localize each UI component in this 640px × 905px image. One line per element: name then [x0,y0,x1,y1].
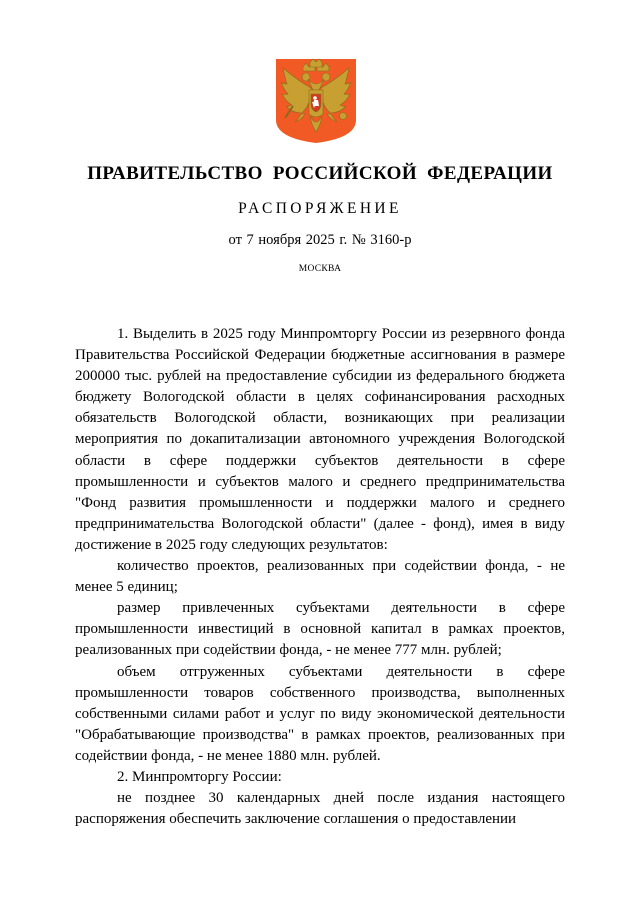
paragraph: объем отгруженных субъектами деятельности в сфере промышленности товаров собственного производства, выполненных собственными силами работ и услуг по виду экономической деятельности "Обрабатывающие производства" в рамках проектов, реализованных при содействии фонда, - не менее 1880 млн. рублей. [75,663,565,764]
government-title: ПРАВИТЕЛЬСТВО РОССИЙСКОЙ ФЕДЕРАЦИИ [87,163,553,184]
paragraph: количество проектов, реализованных при содействии фонда, - не менее 5 единиц; [75,558,565,596]
document-date-number: от 7 ноября 2025 г. № 3160-р [228,232,412,248]
document-body [75,324,565,830]
paragraph: 1. Выделить в 2025 году Минпромторгу России из резервного фонда Правительства Российской Федерации бюджетные ассигнования в размере 200000 тыс. рублей на предоставление субсидии из федерального бюджета бюджету Вологодской области в целях софинансирования расходных обязательств Вологодской области, возникающих при реализации мероприятия по докапитализации автономного учреждения Вологодской области в сфере поддержки субъектов деятельности в сфере промышленности и субъектов малого и среднего предпринимательства "Фонд развития промышленности и поддержки малого и среднего предпринимательства Вологодской области" (далее - фонд), имея в виду достижение в 2025 году следующих результатов: [75,326,565,553]
paragraph: 2. Минпромторгу России: [117,768,282,785]
paragraph: размер привлеченных субъектами деятельности в сфере промышленности инвестиций в основной капитал в рамках проектов, реализованных при содействии фонда, - не менее 777 млн. рублей; [75,600,565,659]
document-city: МОСКВА [298,264,342,274]
emblem [275,58,357,144]
paragraph: не позднее 30 календарных дней после издания настоящего распоряжения обеспечить заключение соглашения о предоставлении [75,790,565,828]
document-type: РАСПОРЯЖЕНИЕ [238,200,402,217]
russian-coat-of-arms-icon [275,58,357,144]
